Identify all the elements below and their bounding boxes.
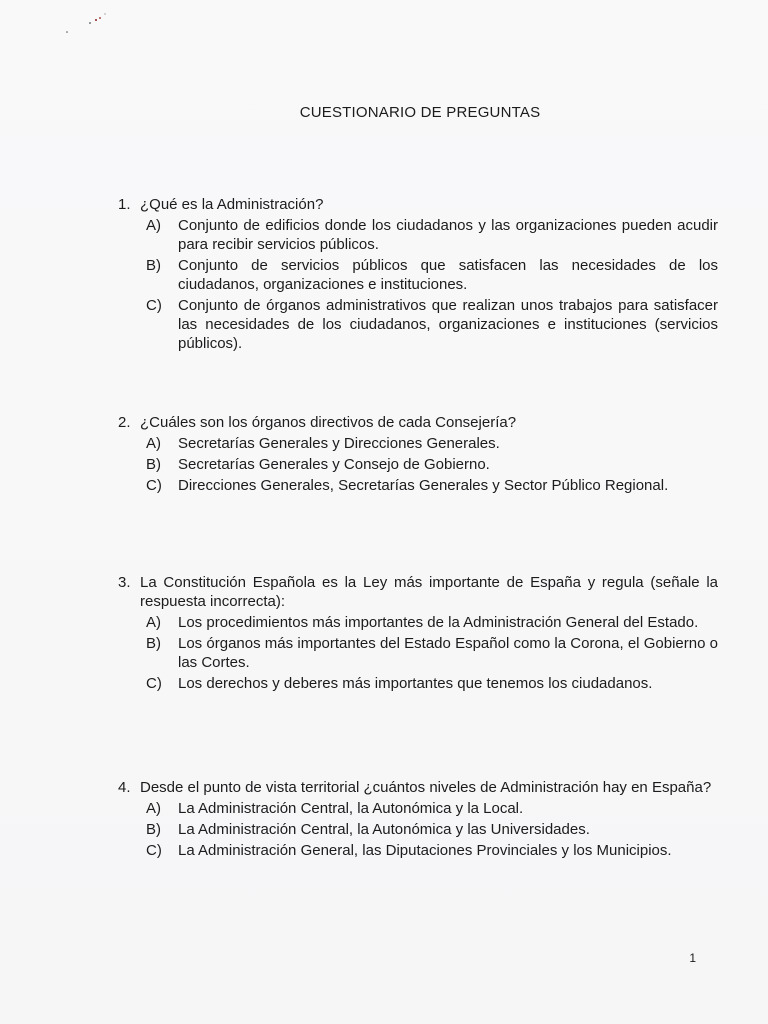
- option-text: La Administración Central, la Autonómica y las Universidades.: [178, 821, 590, 838]
- option-b: [146, 820, 718, 839]
- options-list: [146, 613, 718, 693]
- option-c: [146, 674, 718, 693]
- question-4: [118, 778, 718, 862]
- option-letter: A): [146, 435, 161, 452]
- document-title: CUESTIONARIO DE PREGUNTAS: [299, 104, 541, 121]
- option-text: Conjunto de órganos administrativos que realizan unos trabajos para satisfacer las necesidades de los ciudadanos, organizaciones e instituciones (servicios públicos).: [178, 297, 718, 352]
- options-list: [146, 434, 718, 495]
- option-b: [146, 256, 718, 294]
- option-a: [146, 434, 718, 453]
- question-number: 4.: [118, 779, 131, 796]
- option-text: Los derechos y deberes más importantes que tenemos los ciudadanos.: [178, 675, 653, 692]
- option-letter: A): [146, 614, 161, 631]
- option-a: [146, 799, 718, 818]
- option-text: Los órganos más importantes del Estado Español como la Corona, el Gobierno o las Cortes.: [178, 635, 718, 671]
- options-list: [146, 216, 718, 353]
- option-text: Secretarías Generales y Direcciones Generales.: [178, 435, 500, 452]
- option-letter: A): [146, 217, 161, 234]
- question-text: ¿Cuáles son los órganos directivos de cada Consejería?: [140, 414, 517, 431]
- scan-speck-marks: [55, 10, 115, 40]
- options-list: [146, 799, 718, 860]
- option-c: [146, 476, 718, 495]
- option-letter: A): [146, 800, 161, 817]
- option-text: Conjunto de servicios públicos que satisfacen las necesidades de los ciudadanos, organizaciones e instituciones.: [178, 257, 718, 293]
- option-text: La Administración Central, la Autonómica y la Local.: [178, 800, 524, 817]
- question-3: [118, 573, 718, 695]
- page-number: 1: [689, 951, 696, 965]
- option-letter: C): [146, 297, 162, 314]
- question-number: 2.: [118, 414, 131, 431]
- option-letter: B): [146, 257, 161, 274]
- option-letter: B): [146, 635, 161, 652]
- option-letter: B): [146, 456, 161, 473]
- question-1: [118, 195, 718, 355]
- option-letter: C): [146, 675, 162, 692]
- option-a: [146, 216, 718, 254]
- option-c: [146, 296, 718, 353]
- option-text: La Administración General, las Diputaciones Provinciales y los Municipios.: [178, 842, 672, 859]
- option-b: [146, 455, 718, 474]
- option-letter: B): [146, 821, 161, 838]
- option-text: Conjunto de edificios donde los ciudadanos y las organizaciones pueden acudir para recibir servicios públicos.: [178, 217, 718, 253]
- option-text: Los procedimientos más importantes de la Administración General del Estado.: [178, 614, 699, 631]
- question-2: [118, 413, 718, 497]
- question-number: 3.: [118, 574, 131, 591]
- question-text: Desde el punto de vista territorial ¿cuántos niveles de Administración hay en España?: [140, 779, 712, 796]
- option-letter: C): [146, 842, 162, 859]
- option-letter: C): [146, 477, 162, 494]
- question-number: 1.: [118, 196, 131, 213]
- question-text: La Constitución Española es la Ley más importante de España y regula (señale la respuesta incorrecta):: [140, 574, 718, 610]
- question-text: ¿Qué es la Administración?: [140, 196, 324, 213]
- option-text: Direcciones Generales, Secretarías Generales y Sector Público Regional.: [178, 477, 669, 494]
- option-text: Secretarías Generales y Consejo de Gobierno.: [178, 456, 490, 473]
- option-b: [146, 634, 718, 672]
- option-c: [146, 841, 718, 860]
- option-a: [146, 613, 718, 632]
